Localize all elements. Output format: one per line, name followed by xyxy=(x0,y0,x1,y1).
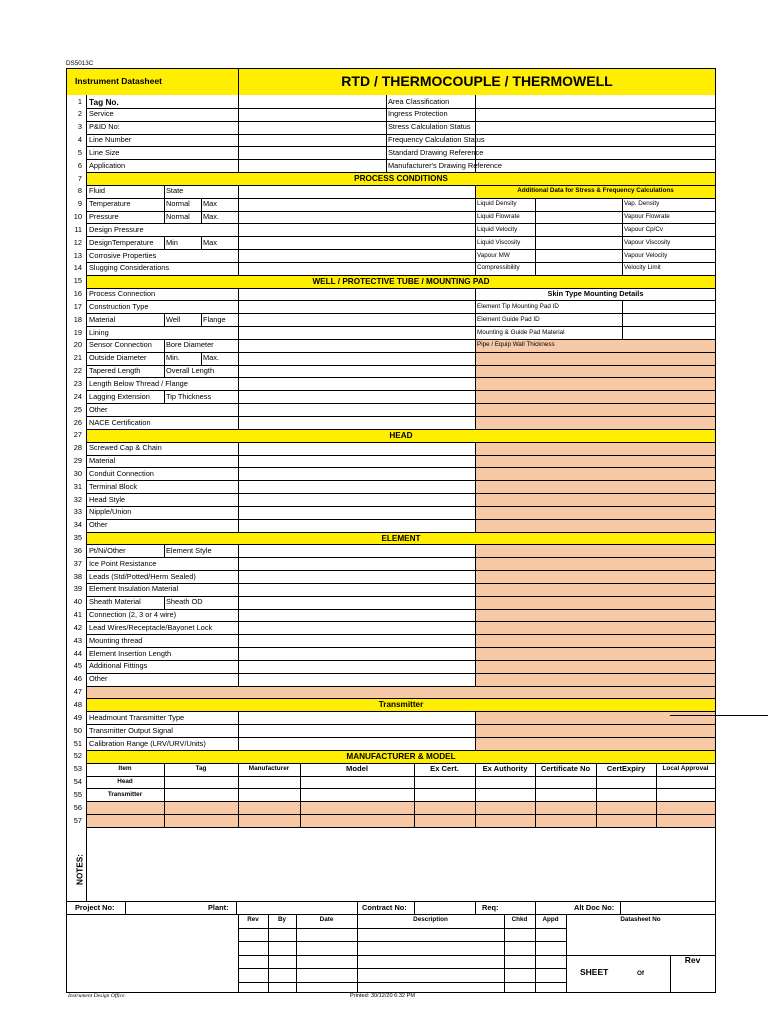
additional-label: Vapour Viscosity xyxy=(624,238,671,246)
skin-label: Mounting & Guide Pad Material xyxy=(477,328,565,336)
general-label-right: Standard Drawing Reference xyxy=(388,147,484,157)
head-label: Material xyxy=(89,456,116,466)
element-label: Element Insulation Material xyxy=(89,584,179,594)
well-label: Tapered Length xyxy=(89,366,141,376)
rule xyxy=(86,724,716,725)
row-number: 1 xyxy=(77,96,82,106)
rule xyxy=(236,901,237,914)
row-number: 43 xyxy=(73,635,82,645)
rule xyxy=(622,300,623,339)
rule xyxy=(164,236,165,249)
section-element: ELEMENT xyxy=(381,533,421,543)
well-label: Process Connection xyxy=(89,289,156,299)
rule xyxy=(238,968,566,969)
footer-field-label: Project No: xyxy=(75,903,115,912)
rule xyxy=(86,95,87,827)
row-number: 41 xyxy=(73,610,82,620)
sub-label: Min xyxy=(166,237,178,247)
element-label: Sheath Material xyxy=(89,597,141,607)
row-number: 50 xyxy=(73,725,82,735)
general-label-right: Stress Calculation Status xyxy=(388,122,471,132)
sub-label: Well xyxy=(166,314,181,324)
row-number: 8 xyxy=(77,186,82,196)
well-label: Sensor Connection xyxy=(89,340,152,350)
rule xyxy=(86,493,716,494)
rule xyxy=(238,185,239,275)
row-number: 46 xyxy=(73,674,82,684)
rule xyxy=(86,557,716,558)
transmitter-label: Headmount Transmitter Type xyxy=(89,712,185,722)
row-number: 33 xyxy=(73,507,82,517)
rule xyxy=(86,673,716,674)
row-number: 47 xyxy=(73,687,82,697)
general-label: Tag No. xyxy=(89,96,119,107)
row-number: 12 xyxy=(73,237,82,247)
well-label: Length Below Thread / Flange xyxy=(89,378,188,388)
manufacturer-col-header: Ex Cert. xyxy=(430,763,459,773)
rule xyxy=(238,982,566,983)
additional-data-title: Additional Data for Stress & Frequency Calculations xyxy=(517,187,674,195)
printed-timestamp: Printed: 30/12/20 6:32 PM xyxy=(350,993,415,999)
element-label: Ice Point Resistance xyxy=(89,558,157,568)
row-number: 24 xyxy=(73,391,82,401)
section-head: HEAD xyxy=(389,430,413,440)
rule xyxy=(535,198,536,275)
row-number: 18 xyxy=(73,314,82,324)
additional-label: Compressibility xyxy=(477,264,520,272)
additional-label: Liquid Density xyxy=(477,200,517,208)
rule xyxy=(357,901,358,914)
revision-col-header: Chkd xyxy=(511,916,528,923)
row-number: 13 xyxy=(73,250,82,260)
head-label: Nipple/Union xyxy=(89,507,132,517)
rule xyxy=(620,901,621,914)
rule xyxy=(238,941,566,942)
sub-label: Min. xyxy=(166,353,180,363)
element-label: Leads (Std/Potted/Herm Sealed) xyxy=(89,571,196,581)
section-process-conditions: PROCESS CONDITIONS xyxy=(354,174,448,184)
rule xyxy=(386,95,387,172)
row-number: 36 xyxy=(73,545,82,555)
rule xyxy=(238,928,566,929)
manufacturer-col-header: Certificate No xyxy=(540,763,591,773)
row-number: 21 xyxy=(73,353,82,363)
rule xyxy=(86,788,716,789)
general-label: P&ID No: xyxy=(89,122,120,132)
head-label: Other xyxy=(89,520,108,530)
row-number: 17 xyxy=(73,301,82,311)
rule xyxy=(164,390,165,403)
rule xyxy=(164,339,165,352)
rule xyxy=(164,365,165,378)
head-label: Head Style xyxy=(89,494,126,504)
row-number: 40 xyxy=(73,597,82,607)
manufacturer-col-header: Manufacturer xyxy=(248,764,290,772)
well-label: NACE Certification xyxy=(89,417,151,427)
general-label-right: Frequency Calculation Status xyxy=(388,135,485,145)
rule xyxy=(715,95,716,172)
header-left-title: Instrument Datasheet xyxy=(75,76,162,86)
rule xyxy=(475,544,476,685)
sub-label: Max xyxy=(203,199,217,209)
process-label: Temperature xyxy=(89,199,131,209)
row-number: 51 xyxy=(73,738,82,748)
rule xyxy=(86,455,716,456)
revision-col-header: By xyxy=(277,916,287,923)
skin-label: Element Tip Mounting Pad ID xyxy=(477,302,559,310)
general-label: Line Number xyxy=(89,135,132,145)
rule xyxy=(86,467,716,468)
section-manufacturer: MANUFACTURER & MODEL xyxy=(346,751,456,761)
rule xyxy=(164,596,165,609)
well-label: Lining xyxy=(89,327,109,337)
rule xyxy=(86,801,716,802)
rule xyxy=(238,288,239,429)
rule xyxy=(86,519,716,520)
row-number: 29 xyxy=(73,456,82,466)
footer-field-label: Contract No: xyxy=(362,903,407,912)
sub-label: Element Style xyxy=(166,545,212,555)
rule xyxy=(715,914,716,993)
rule xyxy=(164,185,165,224)
sub-label: Max xyxy=(203,237,217,247)
rule xyxy=(475,901,476,914)
row-number: 2 xyxy=(77,109,82,119)
rule xyxy=(475,185,476,275)
well-label: Lagging Extension xyxy=(89,391,150,401)
rule xyxy=(238,442,239,532)
rule xyxy=(201,352,202,365)
process-label: Fluid xyxy=(89,186,106,196)
rule xyxy=(86,480,716,481)
additional-label: Vap. Density xyxy=(624,200,660,208)
rule xyxy=(125,901,126,914)
row-number: 11 xyxy=(74,224,82,234)
row-number: 20 xyxy=(73,340,82,350)
rule xyxy=(86,814,716,815)
footer-field-label: Plant: xyxy=(208,903,229,912)
row-number: 38 xyxy=(73,571,82,581)
element-label: Pt/Ni/Other xyxy=(89,545,126,555)
manufacturer-col-header: Ex Authority xyxy=(482,763,528,773)
rule xyxy=(164,313,165,326)
rule xyxy=(238,544,239,685)
page-title: RTD / THERMOCOUPLE / THERMOWELL xyxy=(341,73,613,89)
well-label: Outside Diameter xyxy=(89,353,147,363)
rule xyxy=(86,827,716,828)
rule xyxy=(86,583,716,584)
footer-field-label: Req: xyxy=(482,903,499,912)
row-number: 19 xyxy=(73,327,82,337)
rule xyxy=(86,634,716,635)
sub-label: Max. xyxy=(203,212,220,222)
additional-label: Vapour MW xyxy=(477,251,510,259)
sub-label: Bore Diameter xyxy=(166,340,214,350)
process-label: Design Pressure xyxy=(89,224,144,234)
rule xyxy=(475,442,476,532)
manufacturer-row-label: Transmitter xyxy=(107,790,143,798)
rule xyxy=(238,95,239,172)
rule xyxy=(86,609,716,610)
general-label: Line Size xyxy=(89,147,120,157)
rule xyxy=(414,901,415,914)
well-label: Construction Type xyxy=(89,301,149,311)
additional-label: Vapour Velocity xyxy=(624,251,668,259)
rule xyxy=(201,236,202,249)
well-label: Other xyxy=(89,404,108,414)
sub-label: Tip Thickness xyxy=(166,391,212,401)
row-number: 45 xyxy=(73,661,82,671)
section-well: WELL / PROTECTIVE TUBE / MOUNTING PAD xyxy=(312,276,490,286)
row-number: 42 xyxy=(73,622,82,632)
row-number: 10 xyxy=(73,212,82,222)
row-number: 4 xyxy=(77,135,82,145)
revision-col-header: Appd xyxy=(542,916,559,923)
sub-label: Overall Length xyxy=(166,366,215,376)
process-label: DesignTemperature xyxy=(89,237,154,247)
element-label: Element Insertion Length xyxy=(89,648,172,658)
general-label-right: Manufacturer's Drawing Reference xyxy=(388,160,502,170)
element-label: Other xyxy=(89,674,108,684)
shaded-area xyxy=(86,686,715,699)
manufacturer-col-header: CertExpiry xyxy=(606,763,646,773)
rule xyxy=(86,776,716,777)
shaded-area xyxy=(475,711,715,750)
row-number: 57 xyxy=(73,815,82,825)
rule xyxy=(66,901,716,902)
row-number: 44 xyxy=(73,648,82,658)
office-credit: Instrument Design Office xyxy=(68,993,125,999)
head-label: Conduit Connection xyxy=(89,468,154,478)
row-number: 49 xyxy=(73,712,82,722)
row-number: 34 xyxy=(73,520,82,530)
rule xyxy=(86,827,87,901)
rule xyxy=(86,660,716,661)
head-label: Terminal Block xyxy=(89,481,138,491)
shaded-area xyxy=(475,544,715,685)
general-label: Service xyxy=(89,109,114,119)
rule xyxy=(86,647,716,648)
skin-type-title: Skin Type Mounting Details xyxy=(547,289,644,299)
rule xyxy=(715,763,716,827)
section-transmitter: Transmitter xyxy=(378,700,424,710)
general-label: Application xyxy=(89,160,126,170)
rule xyxy=(86,352,716,353)
revision-col-header: Date xyxy=(319,916,334,923)
manufacturer-col-header: Local Approval xyxy=(662,764,709,772)
rule xyxy=(201,198,202,224)
additional-label: Liquid Viscosity xyxy=(477,238,521,246)
sheet-label: SHEET xyxy=(580,967,609,977)
rev-label: Rev xyxy=(684,955,701,965)
sub-label: Flange xyxy=(203,314,226,324)
general-label-right: Ingress Protection xyxy=(388,109,448,119)
rule xyxy=(86,506,716,507)
skin-label: Pipe / Equip Wall Thickness xyxy=(477,341,555,349)
rule xyxy=(670,715,768,716)
rule xyxy=(535,901,536,914)
general-label-right: Area Classification xyxy=(388,96,450,106)
notes-label: NOTES: xyxy=(75,853,85,885)
element-label: Lead Wires/Receptacle/Bayonet Lock xyxy=(89,622,213,632)
sub-label: State xyxy=(166,186,184,196)
element-label: Connection (2, 3 or 4 wire) xyxy=(89,610,177,620)
revision-col-header: Rev xyxy=(247,916,259,923)
row-number: 53 xyxy=(73,764,82,774)
row-number: 6 xyxy=(77,160,82,170)
row-number: 56 xyxy=(73,802,82,812)
rule xyxy=(238,711,239,750)
additional-label: Velocity Limit xyxy=(624,264,661,272)
process-label: Pressure xyxy=(89,212,119,222)
sub-label: Normal xyxy=(166,212,190,222)
row-number: 39 xyxy=(73,584,82,594)
datasheet-no-label: Datasheet No xyxy=(620,916,661,923)
rule xyxy=(86,686,716,687)
sub-label: Max. xyxy=(203,353,220,363)
row-number: 23 xyxy=(73,378,82,388)
rule xyxy=(238,955,566,956)
rule xyxy=(201,313,202,326)
element-label: Mounting thread xyxy=(89,635,143,645)
row-number: 52 xyxy=(73,751,82,761)
transmitter-label: Transmitter Output Signal xyxy=(89,725,173,735)
row-number: 28 xyxy=(73,443,82,453)
row-number: 3 xyxy=(77,122,82,132)
row-number: 22 xyxy=(73,366,82,376)
row-number: 5 xyxy=(77,147,82,157)
row-number: 54 xyxy=(73,777,82,787)
rule xyxy=(475,288,476,429)
row-number: 27 xyxy=(73,430,82,440)
manufacturer-col-header: Tag xyxy=(195,764,207,772)
manufacturer-col-header: Model xyxy=(346,763,368,773)
row-number: 35 xyxy=(73,533,82,543)
element-label: Additional Fittings xyxy=(89,661,148,671)
rule xyxy=(86,403,716,404)
skin-label: Element Guide Pad ID xyxy=(477,315,540,323)
document-code: DS5013C xyxy=(66,60,94,67)
row-number: 26 xyxy=(73,417,82,427)
rule xyxy=(622,198,623,275)
rule xyxy=(475,711,476,750)
manufacturer-col-header: Item xyxy=(118,764,132,772)
row-number: 7 xyxy=(77,173,82,183)
row-number: 9 xyxy=(77,199,82,209)
manufacturer-row-label: Head xyxy=(117,778,133,786)
additional-label: Vapour Flowrate xyxy=(624,213,670,221)
rule xyxy=(164,544,165,557)
row-number: 48 xyxy=(73,699,82,709)
sub-label: Normal xyxy=(166,199,190,209)
head-label: Screwed Cap & Chain xyxy=(89,443,162,453)
process-label: Corrosive Properties xyxy=(89,250,157,260)
row-number: 14 xyxy=(73,263,82,273)
well-label: Material xyxy=(89,314,116,324)
transmitter-label: Calibration Range (LRV/URV/Units) xyxy=(89,738,206,748)
row-number: 55 xyxy=(73,789,82,799)
process-label: Slugging Considerations xyxy=(89,263,170,273)
sub-label: Sheath OD xyxy=(166,597,203,607)
revision-col-header: Description xyxy=(413,916,448,923)
additional-label: Liquid Flowrate xyxy=(477,213,520,221)
row-number: 15 xyxy=(73,276,82,286)
row-number: 37 xyxy=(73,558,82,568)
row-number: 32 xyxy=(73,494,82,504)
rule xyxy=(164,352,165,365)
rule xyxy=(566,914,567,993)
of-label: Of xyxy=(637,970,644,977)
rule xyxy=(86,416,716,417)
row-number: 30 xyxy=(73,468,82,478)
row-number: 25 xyxy=(73,404,82,414)
footer-field-label: Alt Doc No: xyxy=(574,903,615,912)
additional-label: Liquid Velocity xyxy=(477,225,518,233)
additional-label: Vapour Cp/Cv xyxy=(624,225,664,233)
row-number: 16 xyxy=(73,289,82,299)
row-number: 31 xyxy=(73,481,82,491)
